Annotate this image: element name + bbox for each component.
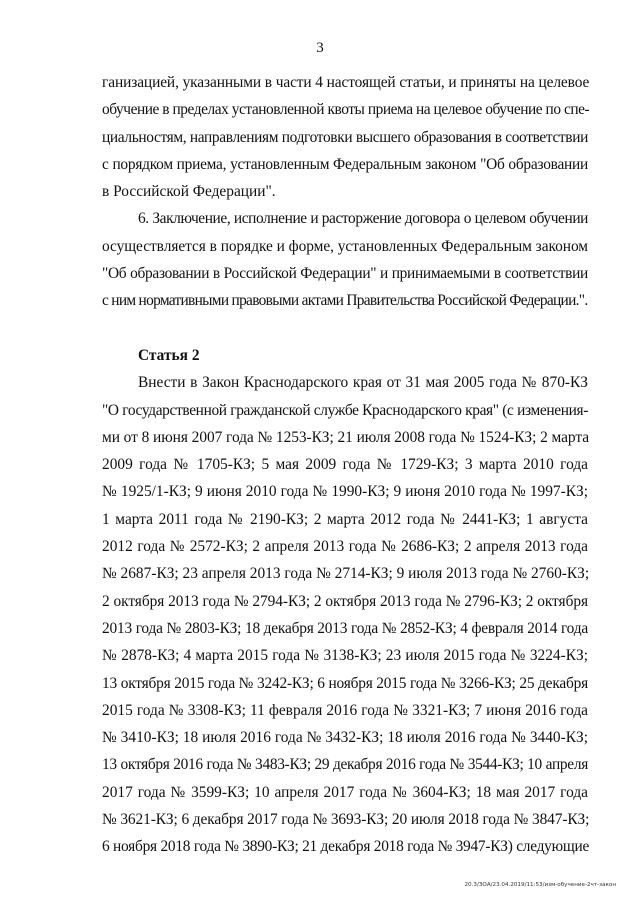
- text-line: № 2687-КЗ; 23 апреля 2013 года № 2714-КЗ; 9 июля 2013 года № 2760-КЗ;: [102, 565, 590, 583]
- text-line: 2015 года № 3308-КЗ; 11 февраля 2016 года № 3321-КЗ; 7 июня 2016 года: [102, 701, 588, 719]
- document-footer-code: 20.3/ЗОА/23.04.2019/11:53/изм-обучение-2чт-закон: [464, 882, 616, 888]
- text-line: в Российской Федерации".: [102, 183, 276, 201]
- text-line: 2 октября 2013 года № 2794-КЗ; 2 октября 2013 года № 2796-КЗ; 2 октября: [102, 592, 589, 610]
- text-line: Внести в Закон Краснодарского края от 31 мая 2005 года № 870-КЗ: [138, 374, 588, 392]
- text-line: № 1925/1-КЗ; 9 июня 2010 года № 1990-КЗ; 9 июня 2010 года № 1997-КЗ;: [102, 483, 588, 501]
- text-line: "О государственной гражданской службе Краснодарского края" (с изменения-: [102, 401, 588, 419]
- text-line: 6. Заключение, исполнение и расторжение договора о целевом обучении: [138, 210, 588, 228]
- text-line: с порядком приема, установленным Федеральным законом "Об образовании: [102, 155, 588, 173]
- text-line: осуществляется в порядке и форме, установленных Федеральным законом: [102, 237, 588, 255]
- text-line: № 3621-КЗ; 6 декабря 2017 года № 3693-КЗ; 20 июля 2018 года № 3847-КЗ;: [102, 811, 590, 829]
- text-line: циальностям, направлениям подготовки высшего образования в соответствии: [102, 128, 588, 146]
- text-line: ганизацией, указанными в части 4 настоящей статьи, и приняты на целевое: [102, 74, 590, 91]
- text-line: № 2878-КЗ; 4 марта 2015 года № 3138-КЗ; 23 июля 2015 года № 3224-КЗ;: [102, 647, 588, 665]
- text-line: 13 октября 2015 года № 3242-КЗ; 6 ноября 2015 года № 3266-КЗ; 25 декабря: [102, 674, 588, 692]
- spacer: [102, 315, 588, 342]
- paragraph-continuation: [102, 69, 588, 205]
- paragraph-article-2-body: [102, 369, 588, 860]
- article-heading: Статья 2: [138, 346, 200, 364]
- text-line: 1 марта 2011 года № 2190-КЗ; 2 марта 2012 года № 2441-КЗ; 1 августа: [102, 510, 588, 528]
- paragraph-item-6: [102, 205, 588, 314]
- text-line: 13 октября 2016 года № 3483-КЗ; 29 декабря 2016 года № 3544-КЗ; 10 апреля: [102, 756, 588, 774]
- document-body: [102, 69, 588, 861]
- text-line: ми от 8 июня 2007 года № 1253-КЗ; 21 июля 2008 года № 1524-КЗ; 2 марта: [102, 428, 589, 446]
- text-line: 2013 года № 2803-КЗ; 18 декабря 2013 года № 2852-КЗ; 4 февраля 2014 года: [102, 619, 588, 637]
- text-line: "Об образовании в Российской Федерации" и принимаемыми в соответствии: [102, 265, 588, 283]
- text-line: 2017 года № 3599-КЗ; 10 апреля 2017 года № 3604-КЗ; 18 мая 2017 года: [102, 783, 588, 801]
- page-number: 3: [316, 40, 324, 56]
- text-line: 2012 года № 2572-КЗ; 2 апреля 2013 года № 2686-КЗ; 2 апреля 2013 года: [102, 538, 588, 556]
- text-line: с ним нормативными правовыми актами Правительства Российской Федерации.".: [102, 292, 588, 310]
- text-line: обучение в пределах установленной квоты приема на целевое обучение по спе-: [102, 101, 590, 119]
- text-line: № 3410-КЗ; 18 июля 2016 года № 3432-КЗ; 18 июля 2016 года № 3440-КЗ;: [102, 729, 588, 747]
- text-line: 2009 года № 1705-КЗ; 5 мая 2009 года № 1729-КЗ; 3 марта 2010 года: [102, 456, 588, 474]
- text-line: 6 ноября 2018 года № 3890-КЗ; 21 декабря 2018 года № 3947-КЗ) следующие: [102, 838, 590, 856]
